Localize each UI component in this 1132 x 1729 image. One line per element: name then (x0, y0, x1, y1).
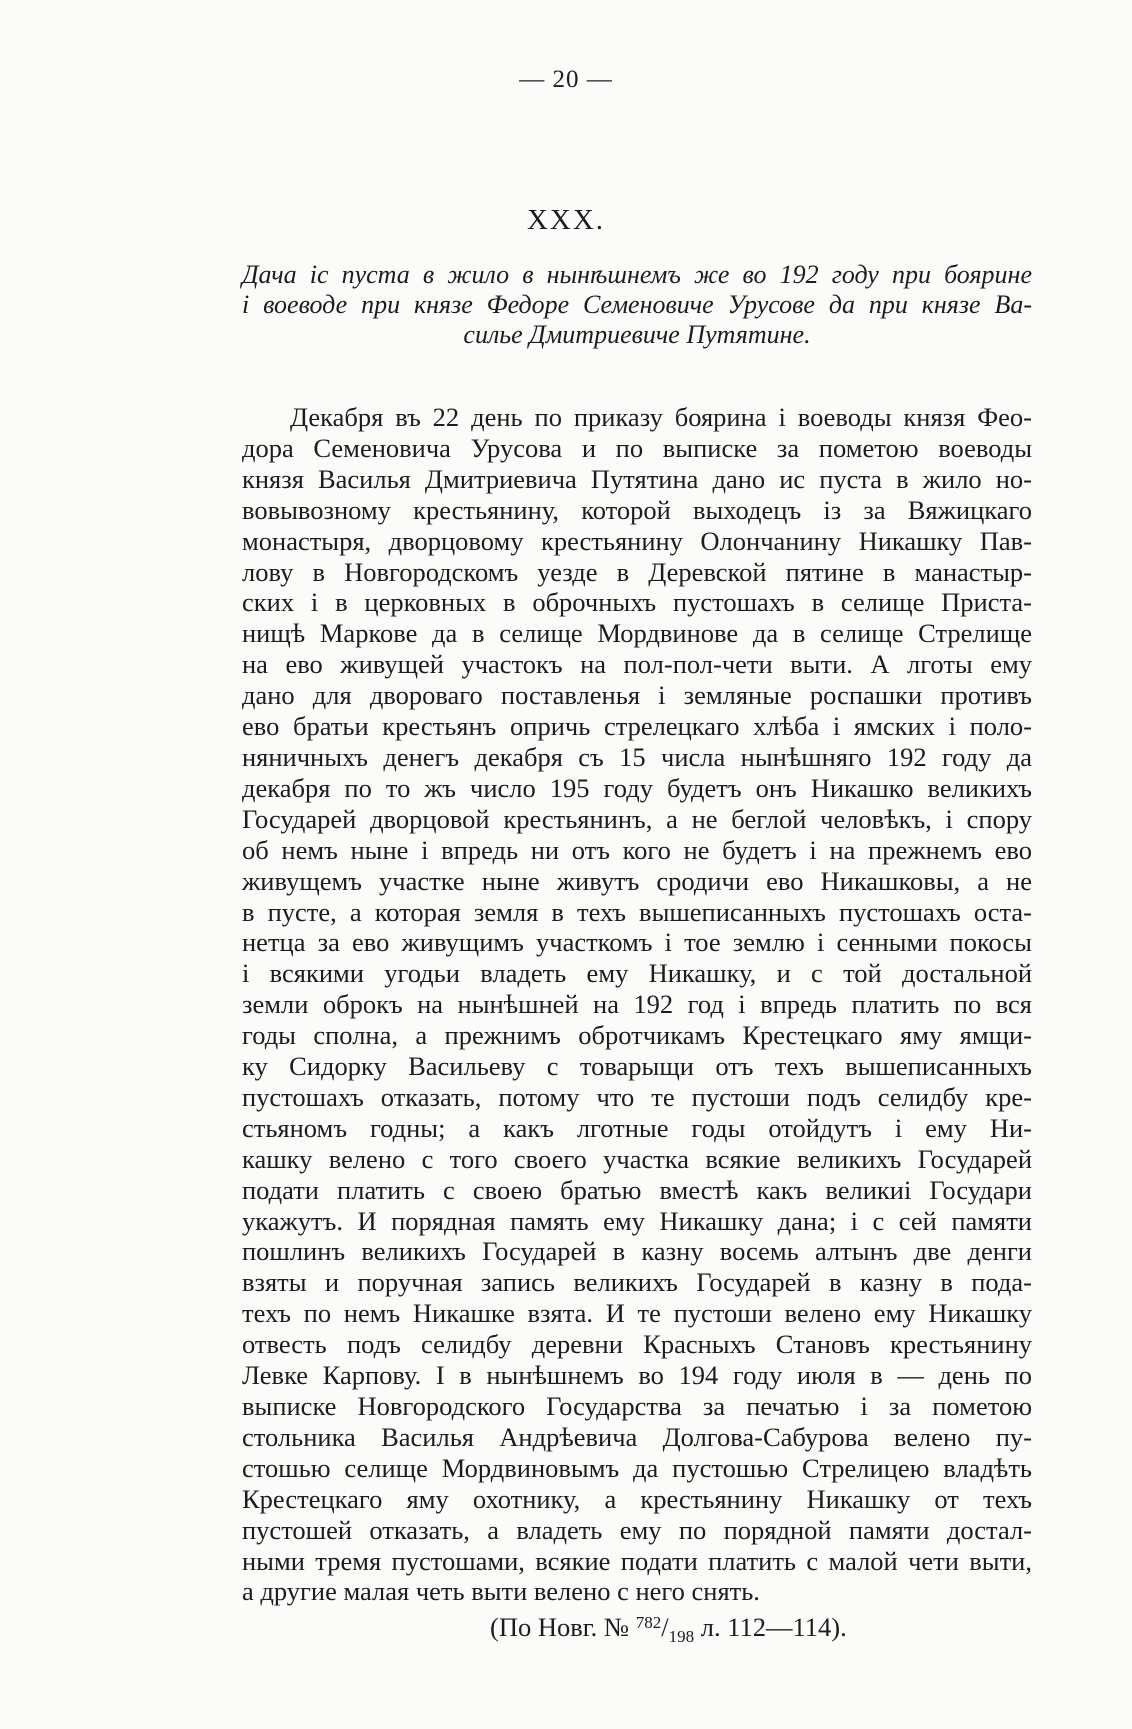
text-line: і всякими угодьи владеть ему Никашку, и с той достальной (242, 958, 1032, 989)
heading-line: силье Дмитриевиче Путятине. (463, 320, 811, 349)
text-line: ских і в церковных в оброчныхъ пустошахъ в селище Приста- (242, 587, 1032, 618)
text-line: техъ по немъ Никашке взята. И те пустоши велено ему Никашку (242, 1298, 1032, 1329)
text-line: в пусте, а которая земля в техъ вышеписанныхъ пустошахъ оста- (242, 896, 1032, 927)
text-line: укажутъ. И порядная память ему Никашку дана; і с сей памяти (242, 1205, 1032, 1236)
text-line: стошью селище Мордвиновымъ да пустошью Стрелицею владѣть (242, 1452, 1032, 1483)
text-line: дора Семеновича Урусова и по выписке за пометою воеводы (242, 432, 1032, 463)
reference-fraction-numerator: 782 (635, 1613, 662, 1632)
text-line: живущемъ участке ныне живутъ сродичи ево Никашковы, а не (242, 865, 1032, 896)
text-line: няничныхъ денегъ декабря съ 15 числа нынѣшняго 192 году да (242, 741, 1032, 772)
text-line: стольника Василья Андрѣевича Долгова-Сабурова велено пу- (242, 1421, 1032, 1452)
text-line: вовывозному крестьянину, которой выходецъ із за Вяжицкаго (242, 494, 1032, 525)
text-line: кашку велено с того своего участка всякие великихъ Государей (242, 1143, 1032, 1174)
text-line: ными тремя пустошами, всякие подати платить с малой чети выти, (242, 1545, 1032, 1576)
text-line: нетца за ево живущимъ участкомъ і тое землю і сенными покосы (242, 927, 1032, 958)
text-line: взяты и поручная запись великихъ Государей в казну в пода- (242, 1267, 1032, 1298)
page-number: — 20 — (519, 66, 613, 93)
text-line: Крестецкаго яму охотнику, а крестьянину Никашку от техъ (242, 1483, 1032, 1514)
text-line: пошлинъ великихъ Государей в казну восемь алтынъ две денги (242, 1236, 1032, 1267)
text-line: дано для двороваго поставленья і земляные роспашки противъ (242, 680, 1032, 711)
text-line: ево братьи крестьянъ опричь стрелецкаго хлѣба і ямских і поло- (242, 711, 1032, 742)
text-line: декабря по то жъ число 195 году будетъ онъ Никашко великихъ (242, 772, 1032, 803)
text-line: земли оброкъ на нынѣшней на 192 год і впредь платить по вся (242, 989, 1032, 1020)
archive-reference (490, 1612, 847, 1647)
text-line: стьяномъ годны; а какъ лготные годы отойдутъ і ему Ни- (242, 1112, 1032, 1143)
text-line: монастыря, дворцовому крестьянину Олончанину Никашку Пав- (242, 525, 1032, 556)
body-text (242, 402, 1032, 1607)
text-line: подати платить с своею братью вместѣ какъ великиі Государи (242, 1174, 1032, 1205)
text-line: нищѣ Маркове да в селище Мордвинове да в селище Стрелище (242, 618, 1032, 649)
section-number: XXX. (526, 204, 606, 236)
text-line: на ево живущей участокъ на пол-пол-чети выти. А лготы ему (242, 649, 1032, 680)
reference-prefix: (По Новг. № (490, 1612, 630, 1642)
heading-line: Дача іс пуста в жило в нынѣшнемъ же во 192 году при боярине (242, 260, 1032, 289)
text-line: ку Сидорку Васильеву с товарыщи отъ техъ вышеписанныхъ (242, 1051, 1032, 1082)
text-line: выписке Новгородского Государства за печатью і за пометою (242, 1391, 1032, 1421)
text-line: отвесть подъ селидбу деревни Красныхъ Становъ крестьянину (242, 1329, 1032, 1360)
reference-fraction-denominator: 198 (668, 1627, 695, 1646)
text-line: лову в Новгородскомъ уезде в Деревской пятине в манастыр- (242, 556, 1032, 587)
text-line: Декабря въ 22 день по приказу боярина і воеводы князя Фео- (290, 402, 1032, 432)
section-heading (242, 260, 1032, 350)
text-line: Левке Карпову. І в нынѣшнемъ во 194 году июля в — день по (242, 1360, 1032, 1391)
text-line: Государей дворцовой крестьянинъ, а не беглой человѣкъ, і спору (242, 803, 1032, 834)
heading-line: і воеводе при князе Федоре Семеновиче Урусове да при князе Ва- (242, 290, 1032, 319)
text-line: а другие малая четь выти велено с него снять. (242, 1576, 760, 1607)
text-line: об немъ ныне і впредь ни отъ кого не будетъ і на прежнемъ ево (242, 834, 1032, 865)
text-line: пустошахъ отказать, потому что те пустоши подъ селидбу кре- (242, 1081, 1032, 1112)
fraction-slash: / (661, 1612, 669, 1642)
text-line: пустошей отказать, а владеть ему по порядной памяти достал- (242, 1514, 1032, 1545)
text-line: годы сполна, а прежнимъ обротчикамъ Крестецкаго яму ямщи- (242, 1020, 1032, 1051)
text-line: князя Василья Дмитриевича Путятина дано ис пуста в жило но- (242, 463, 1032, 494)
reference-suffix: л. 112—114). (700, 1612, 847, 1642)
